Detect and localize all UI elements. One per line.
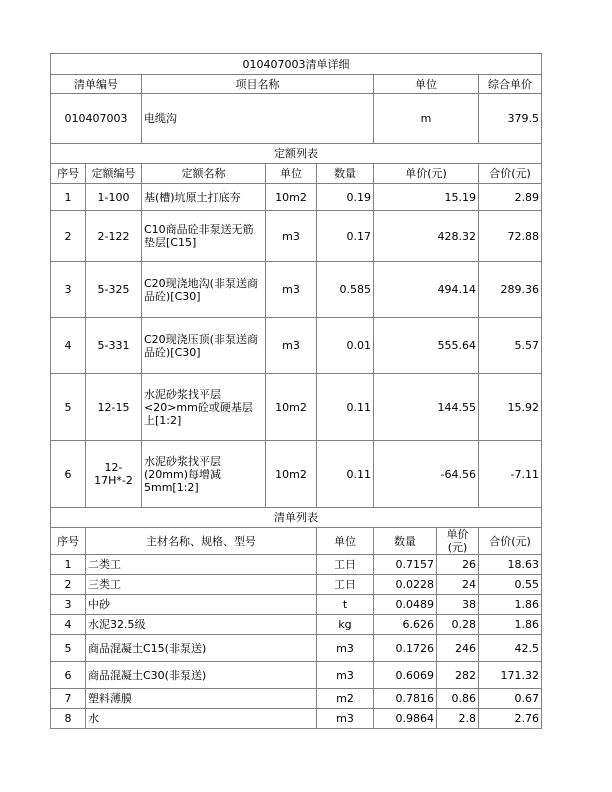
row-total: 42.5 xyxy=(479,635,542,662)
row-qty: 0.17 xyxy=(317,211,374,262)
row-code: 1-100 xyxy=(86,184,142,211)
row-total: 18.63 xyxy=(479,555,542,575)
row-price: 428.32 xyxy=(374,211,479,262)
quota-col-no: 序号 xyxy=(51,164,86,184)
material-col-total: 合价(元) xyxy=(479,528,542,555)
row-no: 4 xyxy=(51,318,86,374)
row-total: 171.32 xyxy=(479,662,542,689)
material-row xyxy=(51,595,542,615)
detail-table xyxy=(50,53,542,729)
row-qty: 0.585 xyxy=(317,262,374,318)
item-code: 010407003 xyxy=(51,94,142,144)
material-row xyxy=(51,555,542,575)
row-total: 2.89 xyxy=(479,184,542,211)
row-qty: 0.19 xyxy=(317,184,374,211)
row-total: 0.55 xyxy=(479,575,542,595)
row-name: 水泥32.5级 xyxy=(86,615,317,635)
quota-header-row xyxy=(51,164,542,184)
row-name: 二类工 xyxy=(86,555,317,575)
row-name: 塑料薄膜 xyxy=(86,689,317,709)
material-row xyxy=(51,689,542,709)
row-price: 15.19 xyxy=(374,184,479,211)
material-row xyxy=(51,662,542,689)
row-name: 中砂 xyxy=(86,595,317,615)
row-no: 5 xyxy=(51,374,86,441)
row-price: 494.14 xyxy=(374,262,479,318)
quota-col-total: 合价(元) xyxy=(479,164,542,184)
row-price: 38 xyxy=(437,595,479,615)
row-unit: 工日 xyxy=(317,575,374,595)
row-no: 8 xyxy=(51,709,86,729)
material-row xyxy=(51,709,542,729)
row-total: 5.57 xyxy=(479,318,542,374)
row-qty: 0.0489 xyxy=(374,595,437,615)
row-code: 2-122 xyxy=(86,211,142,262)
row-price: 555.64 xyxy=(374,318,479,374)
row-no: 6 xyxy=(51,662,86,689)
row-name: 基(槽)坑原土打底夯 xyxy=(142,184,266,211)
row-no: 4 xyxy=(51,615,86,635)
row-no: 1 xyxy=(51,555,86,575)
row-no: 1 xyxy=(51,184,86,211)
material-col-qty: 数量 xyxy=(374,528,437,555)
row-name: 商品混凝土C30(非泵送) xyxy=(86,662,317,689)
row-code: 12-17H*-2 xyxy=(86,441,142,508)
row-name: 商品混凝土C15(非泵送) xyxy=(86,635,317,662)
quota-col-price: 单价(元) xyxy=(374,164,479,184)
row-price: 246 xyxy=(437,635,479,662)
row-total: 2.76 xyxy=(479,709,542,729)
row-code: 12-15 xyxy=(86,374,142,441)
quota-row xyxy=(51,184,542,211)
row-unit: m2 xyxy=(317,689,374,709)
row-unit: m3 xyxy=(317,662,374,689)
row-unit: m3 xyxy=(266,211,317,262)
row-no: 5 xyxy=(51,635,86,662)
code-header: 清单编号 xyxy=(51,75,142,94)
row-qty: 0.11 xyxy=(317,374,374,441)
row-unit: m3 xyxy=(317,709,374,729)
row-total: 1.86 xyxy=(479,595,542,615)
row-name: 水 xyxy=(86,709,317,729)
row-name: C20现浇压顶(非泵送商品砼)[C30] xyxy=(142,318,266,374)
row-total: 289.36 xyxy=(479,262,542,318)
row-unit: kg xyxy=(317,615,374,635)
row-unit: t xyxy=(317,595,374,615)
row-no: 7 xyxy=(51,689,86,709)
quota-row xyxy=(51,318,542,374)
row-name: C10商品砼非泵送无筋垫层[C15] xyxy=(142,211,266,262)
row-qty: 0.01 xyxy=(317,318,374,374)
item-name: 电缆沟 xyxy=(142,94,374,144)
quota-col-qty: 数量 xyxy=(317,164,374,184)
row-qty: 0.1726 xyxy=(374,635,437,662)
row-qty: 0.11 xyxy=(317,441,374,508)
row-qty: 0.0228 xyxy=(374,575,437,595)
row-unit: 10m2 xyxy=(266,374,317,441)
row-price: 24 xyxy=(437,575,479,595)
row-no: 2 xyxy=(51,575,86,595)
row-unit: 10m2 xyxy=(266,184,317,211)
row-price: 26 xyxy=(437,555,479,575)
item-price: 379.5 xyxy=(479,94,542,144)
row-total: 15.92 xyxy=(479,374,542,441)
material-header-row xyxy=(51,528,542,555)
price-header: 综合单价 xyxy=(479,75,542,94)
row-price: 144.55 xyxy=(374,374,479,441)
material-row xyxy=(51,575,542,595)
material-section-title: 清单列表 xyxy=(51,508,542,528)
row-total: 72.88 xyxy=(479,211,542,262)
row-code: 5-325 xyxy=(86,262,142,318)
material-row xyxy=(51,615,542,635)
row-qty: 6.626 xyxy=(374,615,437,635)
quota-col-code: 定额编号 xyxy=(86,164,142,184)
row-no: 2 xyxy=(51,211,86,262)
material-col-price: 单价(元) xyxy=(437,528,479,555)
row-price: 282 xyxy=(437,662,479,689)
row-no: 6 xyxy=(51,441,86,508)
material-col-unit: 单位 xyxy=(317,528,374,555)
row-total: -7.11 xyxy=(479,441,542,508)
quota-row xyxy=(51,374,542,441)
item-unit: m xyxy=(374,94,479,144)
row-code: 5-331 xyxy=(86,318,142,374)
quota-row xyxy=(51,262,542,318)
row-price: 2.8 xyxy=(437,709,479,729)
quota-col-name: 定额名称 xyxy=(142,164,266,184)
quota-row xyxy=(51,441,542,508)
row-unit: m3 xyxy=(266,262,317,318)
row-name: 三类工 xyxy=(86,575,317,595)
row-price: 0.28 xyxy=(437,615,479,635)
row-qty: 0.6069 xyxy=(374,662,437,689)
row-total: 1.86 xyxy=(479,615,542,635)
name-header: 项目名称 xyxy=(142,75,374,94)
table-title: 010407003清单详细 xyxy=(51,54,542,75)
row-unit: m3 xyxy=(317,635,374,662)
quota-col-unit: 单位 xyxy=(266,164,317,184)
row-qty: 0.7157 xyxy=(374,555,437,575)
row-total: 0.67 xyxy=(479,689,542,709)
row-name: 水泥砂浆找平层<20>mm砼或硬基层上[1:2] xyxy=(142,374,266,441)
row-name: 水泥砂浆找平层(20mm)每增减5mm[1:2] xyxy=(142,441,266,508)
row-qty: 0.7816 xyxy=(374,689,437,709)
row-unit: 10m2 xyxy=(266,441,317,508)
row-price: -64.56 xyxy=(374,441,479,508)
row-unit: 工日 xyxy=(317,555,374,575)
material-col-name: 主材名称、规格、型号 xyxy=(86,528,317,555)
material-col-no: 序号 xyxy=(51,528,86,555)
row-qty: 0.9864 xyxy=(374,709,437,729)
row-name: C20现浇地沟(非泵送商品砼)[C30] xyxy=(142,262,266,318)
row-no: 3 xyxy=(51,262,86,318)
row-no: 3 xyxy=(51,595,86,615)
row-unit: m3 xyxy=(266,318,317,374)
material-row xyxy=(51,635,542,662)
row-price: 0.86 xyxy=(437,689,479,709)
unit-header: 单位 xyxy=(374,75,479,94)
quota-row xyxy=(51,211,542,262)
quota-section-title: 定额列表 xyxy=(51,144,542,164)
